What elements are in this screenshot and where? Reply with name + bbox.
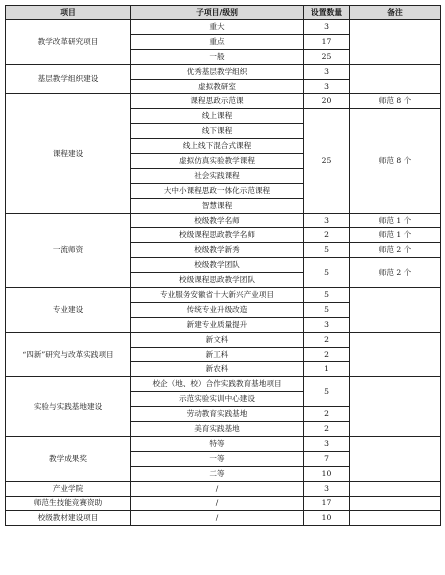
sub-cell: 大中小课程思政一体化示范课程 [131, 183, 304, 198]
note-cell [350, 332, 441, 377]
count-cell: 5 [304, 288, 350, 303]
sub-cell: 虚拟仿真实验教学课程 [131, 154, 304, 169]
table-row [6, 496, 441, 511]
project-cell: 校级教材建设项目 [6, 511, 131, 526]
note-cell: 师范 1 个 [350, 228, 441, 243]
project-cell: 教学成果奖 [6, 436, 131, 481]
table-row [6, 332, 441, 347]
note-cell: 师范 2 个 [350, 258, 441, 288]
count-cell: 2 [304, 347, 350, 362]
count-cell: 5 [304, 302, 350, 317]
count-cell: 3 [304, 317, 350, 332]
count-cell: 20 [304, 94, 350, 109]
table-row [6, 64, 441, 79]
count-cell: 2 [304, 407, 350, 422]
note-cell: 师范 1 个 [350, 213, 441, 228]
note-cell: 师范 8 个 [350, 109, 441, 213]
sub-cell: 校企（地、校）合作实践教育基地项目 [131, 377, 304, 392]
sub-cell: 一般 [131, 49, 304, 64]
table-row [6, 436, 441, 451]
count-cell: 7 [304, 451, 350, 466]
table-row [6, 288, 441, 303]
count-cell: 2 [304, 332, 350, 347]
note-cell [350, 377, 441, 437]
table-header-row [6, 6, 441, 20]
sub-cell: / [131, 496, 304, 511]
project-cell: 基层教学组织建设 [6, 64, 131, 94]
sub-cell: 社会实践课程 [131, 168, 304, 183]
note-cell [350, 288, 441, 333]
sub-cell: 示范实验实训中心建设 [131, 392, 304, 407]
count-cell: 5 [304, 258, 350, 288]
header-note: 备注 [350, 6, 441, 20]
table-row [6, 511, 441, 526]
note-cell [350, 64, 441, 94]
count-cell: 25 [304, 109, 350, 213]
count-cell: 17 [304, 496, 350, 511]
count-cell: 2 [304, 228, 350, 243]
project-cell: 产业学院 [6, 481, 131, 496]
sub-cell: 一等 [131, 451, 304, 466]
header-project: 项目 [6, 6, 131, 20]
sub-cell: 重大 [131, 20, 304, 35]
table-row [6, 377, 441, 392]
sub-cell: 新工科 [131, 347, 304, 362]
table-row [6, 94, 441, 109]
sub-cell: 二等 [131, 466, 304, 481]
project-cell: 专业建设 [6, 288, 131, 333]
project-cell: 课程建设 [6, 94, 131, 213]
project-table [5, 5, 441, 526]
sub-cell: 线上线下混合式课程 [131, 139, 304, 154]
sub-cell: 校级教学团队 [131, 258, 304, 273]
sub-cell: 校级课程思政教学名师 [131, 228, 304, 243]
note-cell [350, 496, 441, 511]
count-cell: 3 [304, 481, 350, 496]
table-row [6, 481, 441, 496]
sub-cell: / [131, 481, 304, 496]
sub-cell: 特等 [131, 436, 304, 451]
sub-cell: 校级课程思政教学团队 [131, 273, 304, 288]
count-cell: 17 [304, 34, 350, 49]
count-cell: 5 [304, 243, 350, 258]
sub-cell: 校级教学新秀 [131, 243, 304, 258]
count-cell: 3 [304, 213, 350, 228]
count-cell: 3 [304, 64, 350, 79]
count-cell: 3 [304, 79, 350, 94]
count-cell: 2 [304, 422, 350, 437]
note-cell [350, 20, 441, 65]
sub-cell: 重点 [131, 34, 304, 49]
count-cell: 5 [304, 377, 350, 407]
note-cell [350, 511, 441, 526]
table-row [6, 213, 441, 228]
project-cell: “四新”研究与改革实践项目 [6, 332, 131, 377]
project-cell: 师范生技能竞赛资助 [6, 496, 131, 511]
sub-cell: 课程思政示范课 [131, 94, 304, 109]
sub-cell: 劳动教育实践基地 [131, 407, 304, 422]
count-cell: 3 [304, 20, 350, 35]
sub-cell: 线下课程 [131, 124, 304, 139]
count-cell: 10 [304, 511, 350, 526]
header-sub: 子项目/级别 [131, 6, 304, 20]
sub-cell: 优秀基层教学组织 [131, 64, 304, 79]
document-page [5, 5, 440, 526]
count-cell: 1 [304, 362, 350, 377]
table-row [6, 20, 441, 35]
sub-cell: 新建专业质量提升 [131, 317, 304, 332]
note-cell: 师范 2 个 [350, 243, 441, 258]
sub-cell: 传统专业升级改造 [131, 302, 304, 317]
note-cell [350, 481, 441, 496]
sub-cell: / [131, 511, 304, 526]
sub-cell: 新农科 [131, 362, 304, 377]
sub-cell: 专业服务安徽省十大新兴产业项目 [131, 288, 304, 303]
count-cell: 3 [304, 436, 350, 451]
sub-cell: 智慧课程 [131, 198, 304, 213]
sub-cell: 美育实践基地 [131, 422, 304, 437]
count-cell: 25 [304, 49, 350, 64]
sub-cell: 线上课程 [131, 109, 304, 124]
header-count: 设置数量 [304, 6, 350, 20]
project-cell: 一流师资 [6, 213, 131, 287]
project-cell: 教学改革研究项目 [6, 20, 131, 65]
sub-cell: 虚拟教研室 [131, 79, 304, 94]
sub-cell: 新文科 [131, 332, 304, 347]
note-cell [350, 436, 441, 481]
project-cell: 实验与实践基地建设 [6, 377, 131, 437]
count-cell: 10 [304, 466, 350, 481]
sub-cell: 校级教学名师 [131, 213, 304, 228]
note-cell: 师范 8 个 [350, 94, 441, 109]
